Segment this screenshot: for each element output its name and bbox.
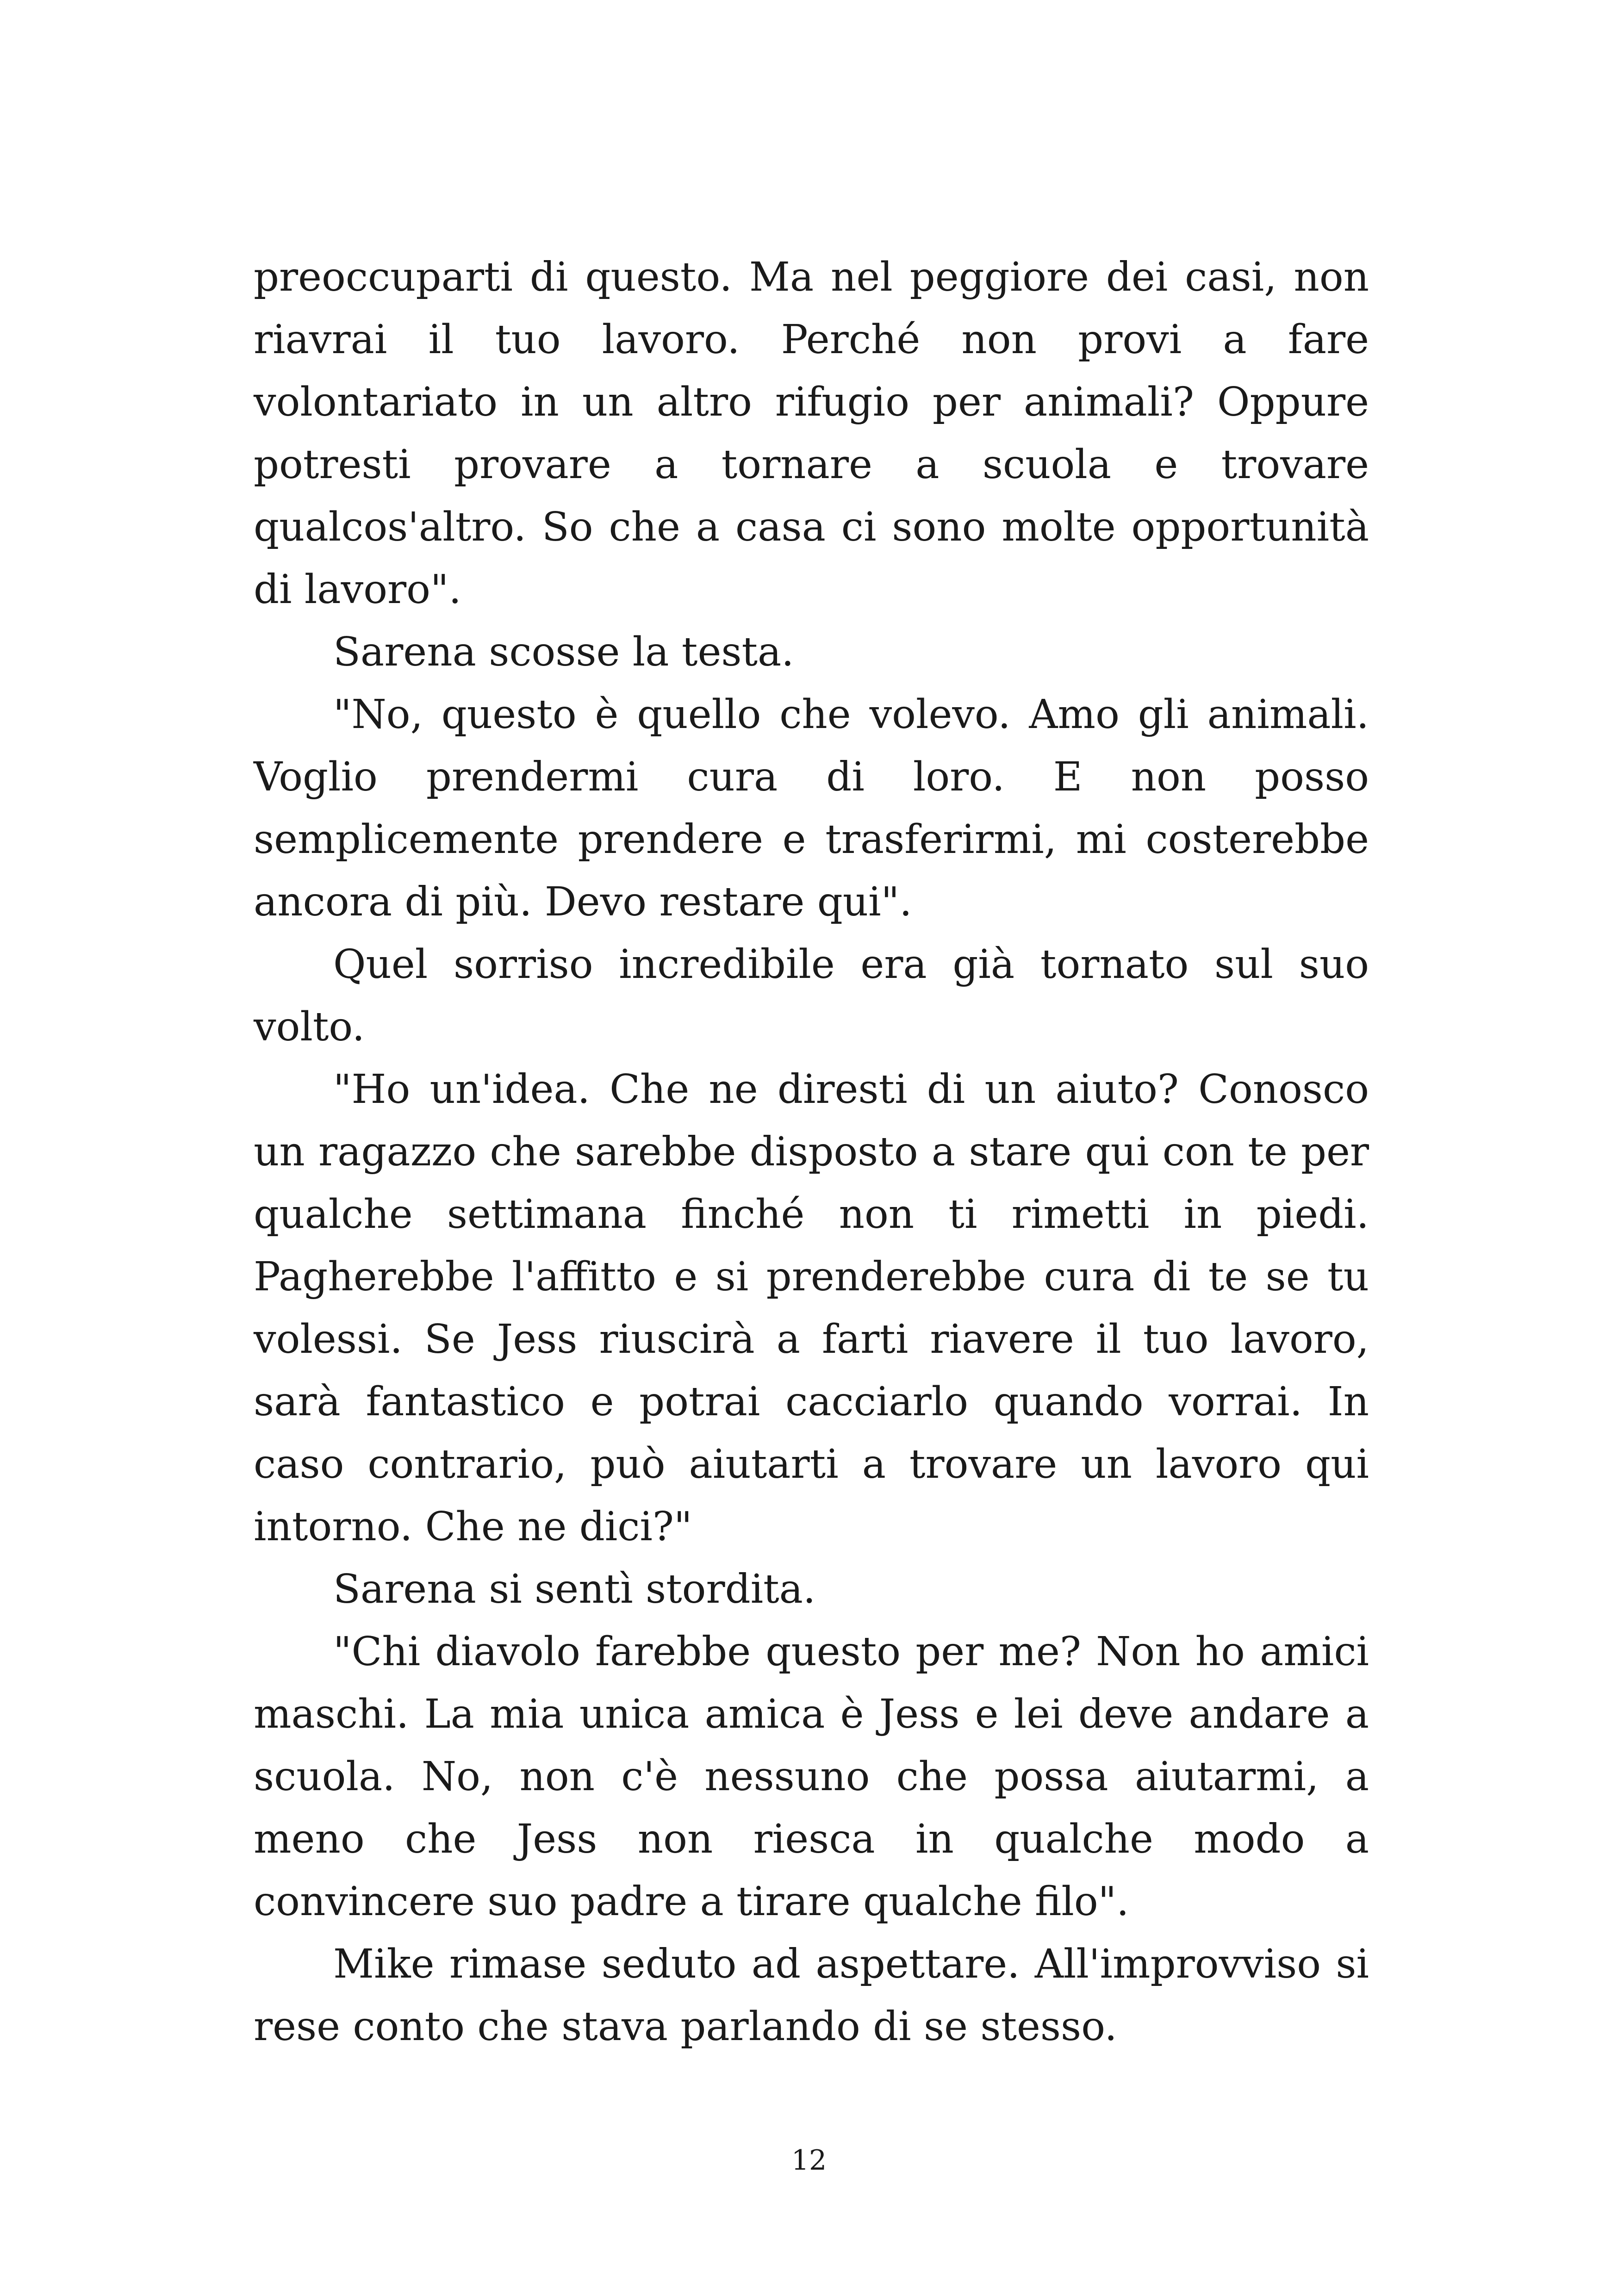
paragraph: Sarena scosse la testa.	[333, 629, 794, 675]
paragraph: "No, questo è quello che volevo. Amo gli animali. Voglio prendermi cura di loro. E non posso semplicemente prendere e trasferirmi, mi costerebbe ancora di più. Devo restare qui".	[254, 691, 1369, 925]
page-number: 12	[791, 2144, 827, 2177]
paragraph: Sarena si sentì stordita.	[333, 1566, 816, 1612]
body-text	[254, 246, 1369, 2058]
paragraph: Mike rimase seduto ad aspettare. All'improvviso si rese conto che stava parlando di se stesso.	[254, 1941, 1369, 2050]
paragraph: Quel sorriso incredibile era già tornato sul suo volto.	[254, 941, 1369, 1050]
paragraph: preoccuparti di questo. Ma nel peggiore dei casi, non riavrai il tuo lavoro. Perché non provi a fare volontariato in un altro rifugio per animali? Oppure potresti provare a tornare a scuola e trovare qualcos'altro. So che a casa ci sono molte opportunità di lavoro".	[254, 254, 1369, 613]
paragraph: "Chi diavolo farebbe questo per me? Non ho amici maschi. La mia unica amica è Jess e lei deve andare a scuola. No, non c'è nessuno che possa aiutarmi, a meno che Jess non riesca in qualche modo a convincere suo padre a tirare qualche filo".	[254, 1629, 1369, 1925]
paragraph: "Ho un'idea. Che ne diresti di un aiuto? Conosco un ragazzo che sarebbe disposto a stare qui con te per qualche settimana finché non ti rimetti in piedi. Pagherebbe l'affitto e si prenderebbe cura di te se tu volessi. Se Jess riuscirà a farti riavere il tuo lavoro, sarà fantastico e potrai cacciarlo quando vorrai. In caso contrario, può aiutarti a trovare un lavoro qui intorno. Che ne dici?"	[254, 1066, 1369, 1550]
